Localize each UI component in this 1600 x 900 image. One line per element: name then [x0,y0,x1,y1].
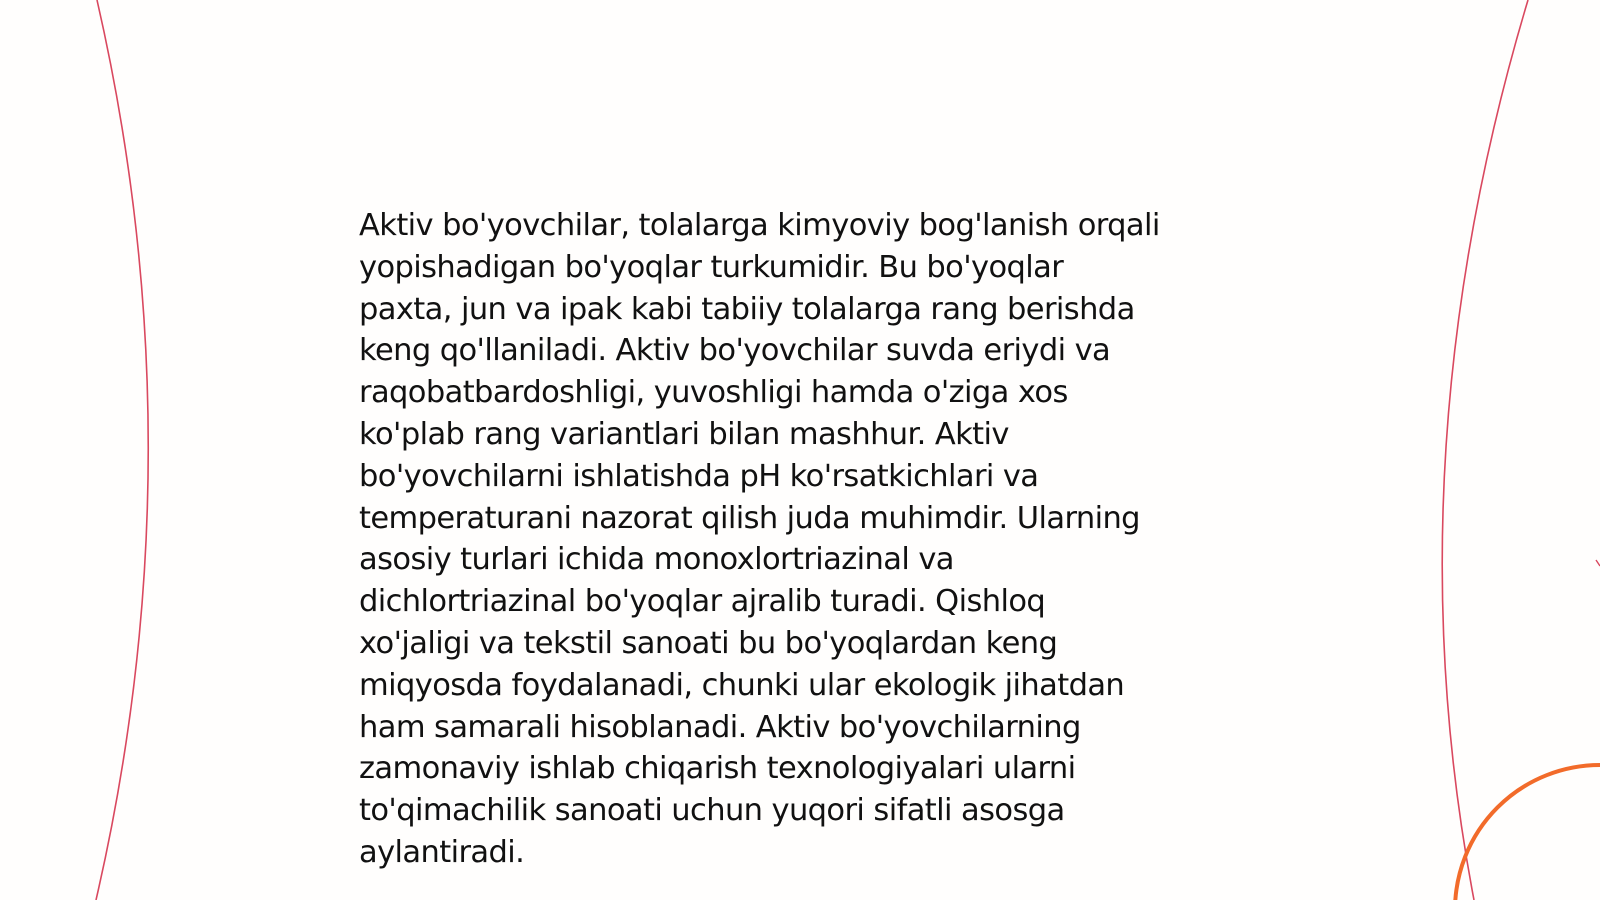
left-curve-line [96,0,148,900]
paragraph-line: paxta, jun va ipak kabi tabiiy tolalarga rang berishda [359,291,1135,327]
paragraph-line: ko'plab rang variantlari bilan mashhur. Aktiv [359,416,1009,452]
paragraph-line: aylantiradi. [359,834,525,870]
small-tick-mark [1596,560,1600,566]
paragraph-line: asosiy turlari ichida monoxlortriazinal va [359,542,954,578]
paragraph-line: keng qo'llaniladi. Aktiv bo'yovchilar suvda eriydi va [359,333,1111,369]
paragraph-line: miqyosda foydalanadi, chunki ular ekologik jihatdan [359,667,1125,703]
paragraph-line: bo'yovchilarni ishlatishda pH ko'rsatkichlari va [359,458,1039,494]
paragraph-line: raqobatbardoshligi, yuvoshligi hamda o'ziga xos [359,375,1068,411]
paragraph-line: Aktiv bo'yovchilar, tolalarga kimyoviy bog'lanish orqali [359,208,1160,243]
paragraph-line: yopishadigan bo'yoqlar turkumidir. Bu bo'yoqlar [359,249,1064,285]
orange-circle-outline [1455,765,1600,900]
right-curve-line [1442,0,1528,900]
paragraph-line: to'qimachilik sanoati uchun yuqori sifatli asosga [359,793,1065,829]
paragraph-line: ham samarali hisoblanadi. Aktiv bo'yovchilarning [359,709,1081,745]
paragraph-line: temperaturani nazorat qilish juda muhimdir. Ularning [359,500,1140,536]
paragraph-line: dichlortriazinal bo'yoqlar ajralib turadi. Qishloq [359,584,1046,620]
paragraph-line: xo'jaligi va tekstil sanoati bu bo'yoqlardan keng [359,625,1058,661]
paragraph-line: zamonaviy ishlab chiqarish texnologiyalari ularni [359,751,1076,787]
body-paragraph [359,205,1259,874]
